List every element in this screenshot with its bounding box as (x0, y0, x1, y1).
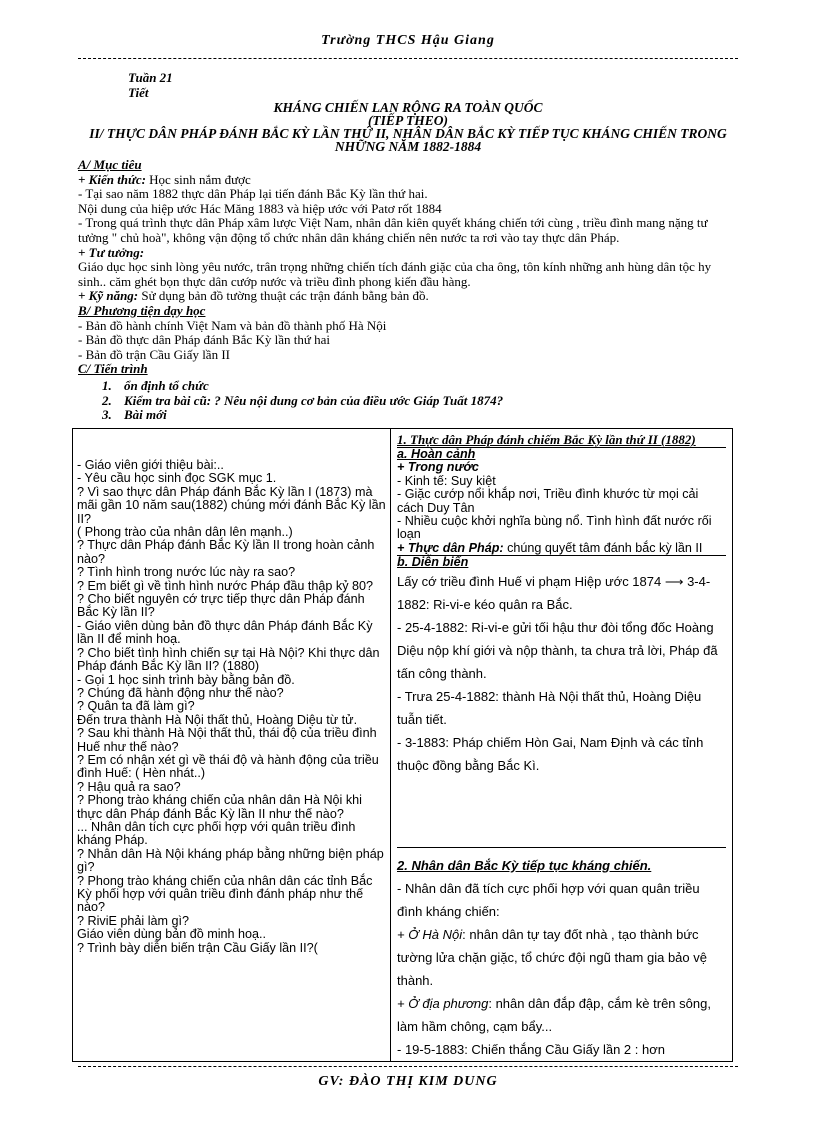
process-step (102, 379, 738, 394)
page-footer: GV: ĐÀO THỊ KIM DUNG (318, 1074, 498, 1089)
process-step (102, 394, 738, 409)
event-item: - 25-4-1882: Ri-vi-e gửi tối hậu thư đòi tổng đốc Hoàng Diệu nộp khí giới và nộp thành, ta chưa trả lời, Pháp đã tấn công thành. (397, 619, 718, 681)
event-item: - Trưa 25-4-1882: thành Hà Nội thất thủ, Hoàng Diệu tuẫn tiết. (397, 688, 702, 727)
skill-text: Sử dụng bản đồ tường thuật các trận đánh bằng bản đồ. (138, 288, 429, 304)
activity-line: - Yêu cầu học sinh đọc SGK mục 1. (77, 471, 277, 486)
event-item: - 3-1883: Pháp chiếm Hòn Gai, Nam Định và các tỉnh thuộc đồng bằng Bắc Kì. (397, 731, 726, 848)
process-step (102, 408, 738, 423)
step-number: 2. (102, 392, 112, 408)
activity-line: - Gọi 1 học sinh trình bày bằng bản đồ. (77, 672, 295, 687)
events-heading: b. Diễn biến (397, 555, 469, 570)
domestic-label: + Trong nước (397, 460, 479, 475)
thought-label: + Tư tưởng: (78, 244, 145, 260)
period-label: Tiết (128, 85, 149, 100)
activity-line: ? Trình bày diễn biến trận Cầu Giấy lần II?( (77, 940, 318, 955)
activity-line: ? Tình hình trong nước lúc này ra sao? (77, 565, 296, 580)
activity-line: ? Thực dân Pháp đánh Bắc Kỳ lần II trong hoàn cảnh nào? (77, 538, 375, 566)
activity-line: ? Cho biết tình hình chiến sự tại Hà Nội? Khi thực dân Pháp đánh Bắc Kỳ lần II? (1880) (77, 645, 380, 674)
activity-line: ? Vì sao thực dân Pháp đánh Bắc Kỳ lần I (1873) mà mãi gần 10 năm sau(1882) chúng mới đánh Bắc Kỳ lần II? (77, 484, 386, 526)
activity-line: ? Sau khi thành Hà Nội thất thủ, thái độ của triều đình Huế như thế nào? (77, 726, 377, 754)
week-label: Tuần 21 (128, 70, 173, 85)
activity-line: ... Nhân dân tích cực phối hợp với quân triều đình kháng Pháp. (77, 819, 356, 848)
activity-line: ? Nhân dân Hà Nội kháng pháp bằng những biện pháp gì? (77, 846, 384, 875)
lesson-title: II/ THỰC DÂN PHÁP ĐÁNH BẮC KỲ LẦN THỨ II, NHÂN DÂN BẮC KỲ TIẾP TỤC KHÁNG CHIẾN TRONG NHỮNG NĂM 1882-1884 (89, 126, 727, 154)
activity-line: ? Chúng đã hành động như thế nào? (77, 685, 284, 700)
activity-line: ? RiviE phải làm gì? (77, 913, 189, 928)
material-item: - Bản đồ hành chính Việt Nam và bản đồ thành phố Hà Nội (78, 317, 387, 333)
step-text: ổn định tổ chức (124, 377, 209, 393)
lesson-titles (78, 101, 738, 153)
cau-giay-item: - 19-5-1883: Chiến thắng Cầu Giấy lần 2 : hơn (397, 1041, 665, 1057)
local-text: : nhân dân đắp đập, cắm kè trên sông, làm hầm chông, cạm bẩy... (397, 995, 711, 1034)
activity-line: ? Cho biết nguyên cớ trực tiếp thực dân Pháp đánh Bắc Kỳ lần II? (77, 592, 365, 620)
thought-text: Giáo dục học sinh lòng yêu nước, trân trọng những chiến tích đánh giặc của cha ông, tôn kính những anh hùng dân tộc hy sinh.. căm ghét bọn thực dân cướp nước và triều đình phong kiến đầu hàng. (78, 259, 712, 289)
skill-line (78, 289, 738, 304)
context-heading: a. Hoàn cảnh (397, 447, 476, 461)
knowledge-text: Học sinh nắm được (145, 171, 251, 187)
local-item (397, 992, 726, 1038)
french-label: + Thực dân Pháp: (397, 540, 504, 555)
knowledge-line (78, 173, 738, 188)
footer-divider (78, 1066, 738, 1067)
section-2-title: 2. Nhân dân Bắc Kỳ tiếp tục kháng chiến. (397, 857, 652, 873)
activity-line: ? Em có nhận xét gì về thái độ và hành động của triều đình Huế: ( Hèn nhát..) (77, 752, 379, 781)
header-divider (78, 58, 738, 59)
lesson-content-column (391, 429, 733, 1062)
activity-line: - Giáo viên dùng bản đồ thực dân Pháp đánh Bắc Kỳ lần II để minh hoạ. (77, 618, 373, 647)
hanoi-label: + Ở Hà Nội (397, 926, 463, 942)
main-title: KHÁNG CHIẾN LAN RỘNG RA TOÀN QUỐC (273, 100, 543, 115)
material-item: - Bản đồ thực dân Pháp đánh Bắc Kỳ lần thứ hai (78, 332, 331, 348)
lesson-body (78, 158, 738, 423)
activity-line: Giáo viên dùng bản đồ minh hoạ.. (77, 927, 267, 942)
event-item: Lấy cớ triều đình Huế vi phạm Hiệp ước 1874 ⟶ 3-4-1882: Ri-vi-e kéo quân ra Bắc. (397, 573, 711, 612)
step-text: Kiểm tra bài cũ: ? Nêu nội dung cơ bản của điều ước Giáp Tuất 1874? (124, 392, 504, 408)
skill-label: + Kỹ năng: (78, 288, 139, 304)
local-label: + Ở địa phương (397, 995, 489, 1011)
sub-title: (TIẾP THEO) (367, 113, 449, 128)
objectives-heading: A/ Mục tiêu (78, 157, 142, 172)
hanoi-text: : nhân dân tự tay đốt nhà , tạo thành bức tường lửa chặn giặc, tổ chức đội ngũ tham gia bảo vệ thành. (397, 926, 707, 988)
domestic-item: - Kinh tế: Suy kiệt (397, 473, 496, 488)
page-header: Trường THCS Hậu Giang (321, 33, 495, 48)
knowledge-label: + Kiến thức: (78, 171, 146, 187)
resistance-intro: - Nhân dân đã tích cực phối hợp với quan quân triều đình kháng chiến: (397, 880, 700, 919)
french-text: chúng quyết tâm đánh bắc kỳ lần II (503, 540, 703, 555)
step-number: 1. (102, 377, 112, 393)
knowledge-item-1: - Tại sao năm 1882 thực dân Pháp lại tiến đánh Bắc Kỳ lần thứ hai. (78, 186, 428, 202)
step-text: Bài mới (124, 407, 167, 423)
domestic-item: - Giặc cướp nổi khắp nơi, Triều đình khước từ mọi cải cách Duy Tân (397, 487, 699, 515)
week-block (128, 70, 173, 100)
hanoi-item (397, 923, 726, 992)
activity-line: ? Em biết gì về tình hình nước Pháp đầu thập kỷ 80? (77, 578, 374, 593)
activity-line: ? Phong trào kháng chiến của nhân dân các tỉnh Bắc Kỳ phối hợp với quân triều đình đánh pháp như thế nào? (77, 873, 373, 915)
process-heading: C/ Tiến trình (78, 361, 148, 377)
activity-line: - Giáo viên giới thiệu bài:.. (77, 458, 224, 472)
teacher-activities-column (73, 429, 391, 1062)
activity-line: Đến trưa thành Hà Nội thất thủ, Hoàng Diệu từ tử. (77, 712, 358, 727)
process-steps (102, 379, 738, 423)
knowledge-item-3: - Trong quá trình thực dân Pháp xâm lược Việt Nam, nhân dân kiên quyết kháng chiến tới cùng , triều đình mang nặng tư tưởng " chủ hoà", không vận động tổ chức nhân dân kháng chiến nên nước ta rơi vào tay thực dân Pháp. (78, 215, 708, 245)
materials-heading: B/ Phương tiện dạy học (78, 302, 206, 318)
lesson-table (72, 428, 733, 1062)
activity-line: ( Phong trào của nhân dân lên mạnh..) (77, 525, 293, 540)
domestic-item: - Nhiều cuộc khởi nghĩa bùng nổ. Tình hình đất nước rối loạn (397, 514, 712, 542)
activity-line: ? Quân ta đã làm gì? (77, 699, 195, 714)
material-item: - Bản đồ trận Cầu Giấy lần II (78, 346, 230, 362)
step-number: 3. (102, 407, 112, 423)
activity-line: ? Hậu quả ra sao? (77, 779, 181, 794)
knowledge-item-2: Nội dung của hiệp ước Hác Măng 1883 và hiệp ước với Patơ rốt 1884 (78, 200, 442, 216)
section-1-title: 1. Thực dân Pháp đánh chiếm Bắc Kỳ lần thứ II (1882) (397, 433, 726, 448)
activity-line: ? Phong trào kháng chiến của nhân dân Hà Nội khi thực dân Pháp đánh Bắc Kỳ lần II như thế nào? (77, 793, 362, 821)
